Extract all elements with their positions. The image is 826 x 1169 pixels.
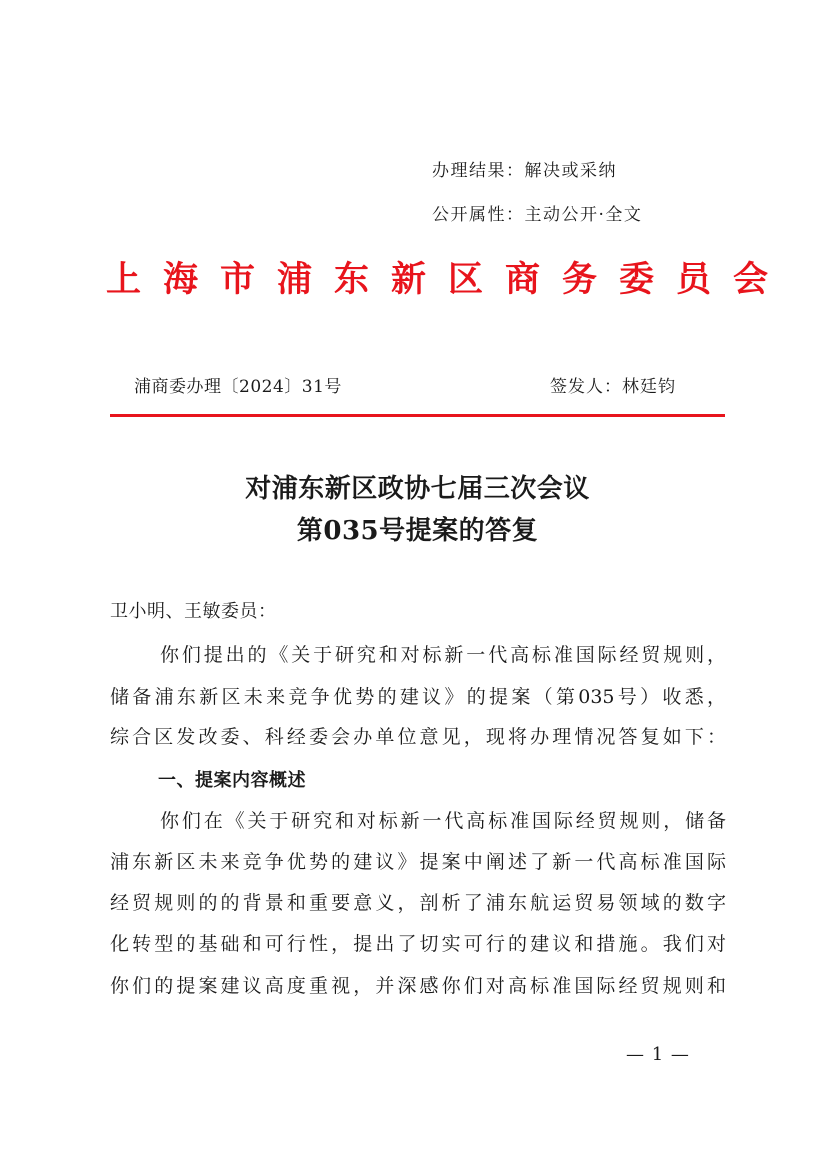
paragraph-line: 你们的提案建议高度重视，并深感你们对高标准国际经贸规则和: [110, 975, 726, 997]
signer: 签发人：林廷钧: [550, 377, 676, 397]
paragraph-line: 经贸规则的的背景和重要意义，剖析了浦东航运贸易领域的数字: [110, 892, 726, 914]
salutation: 卫小明、王敏委员：: [110, 601, 277, 622]
paragraph-line: 浦东新区未来竞争优势的建议》提案中阐述了新一代高标准国际: [110, 851, 726, 873]
paragraph-line: 化转型的基础和可行性，提出了切实可行的建议和措施。我们对: [110, 933, 726, 955]
intro-line: 你们提出的《关于研究和对标新一代高标准国际经贸规则，: [160, 644, 726, 666]
page-number: — 1 —: [626, 1044, 690, 1065]
handling-result: 办理结果：解决或采纳: [432, 161, 617, 181]
disclosure-attribute: 公开属性：主动公开·全文: [432, 205, 643, 225]
header-divider: [110, 414, 725, 417]
section-heading: 一、提案内容概述: [158, 770, 306, 791]
paragraph-line: 你们在《关于研究和对标新一代高标准国际经贸规则，储备: [160, 810, 726, 832]
document-title-line-2: 第035号提案的答复: [296, 516, 539, 546]
organization-header: 上海市浦东新区商务委员会: [106, 259, 791, 300]
document-title-line-1: 对浦东新区政协七届三次会议: [245, 474, 590, 504]
document-number: 浦商委办理〔2024〕31号: [134, 377, 342, 397]
intro-line: 储备浦东新区未来竞争优势的建议》的提案（第035号）收悉，: [110, 686, 726, 708]
intro-line: 综合区发改委、科经委会办单位意见，现将办理情况答复如下：: [110, 726, 726, 748]
